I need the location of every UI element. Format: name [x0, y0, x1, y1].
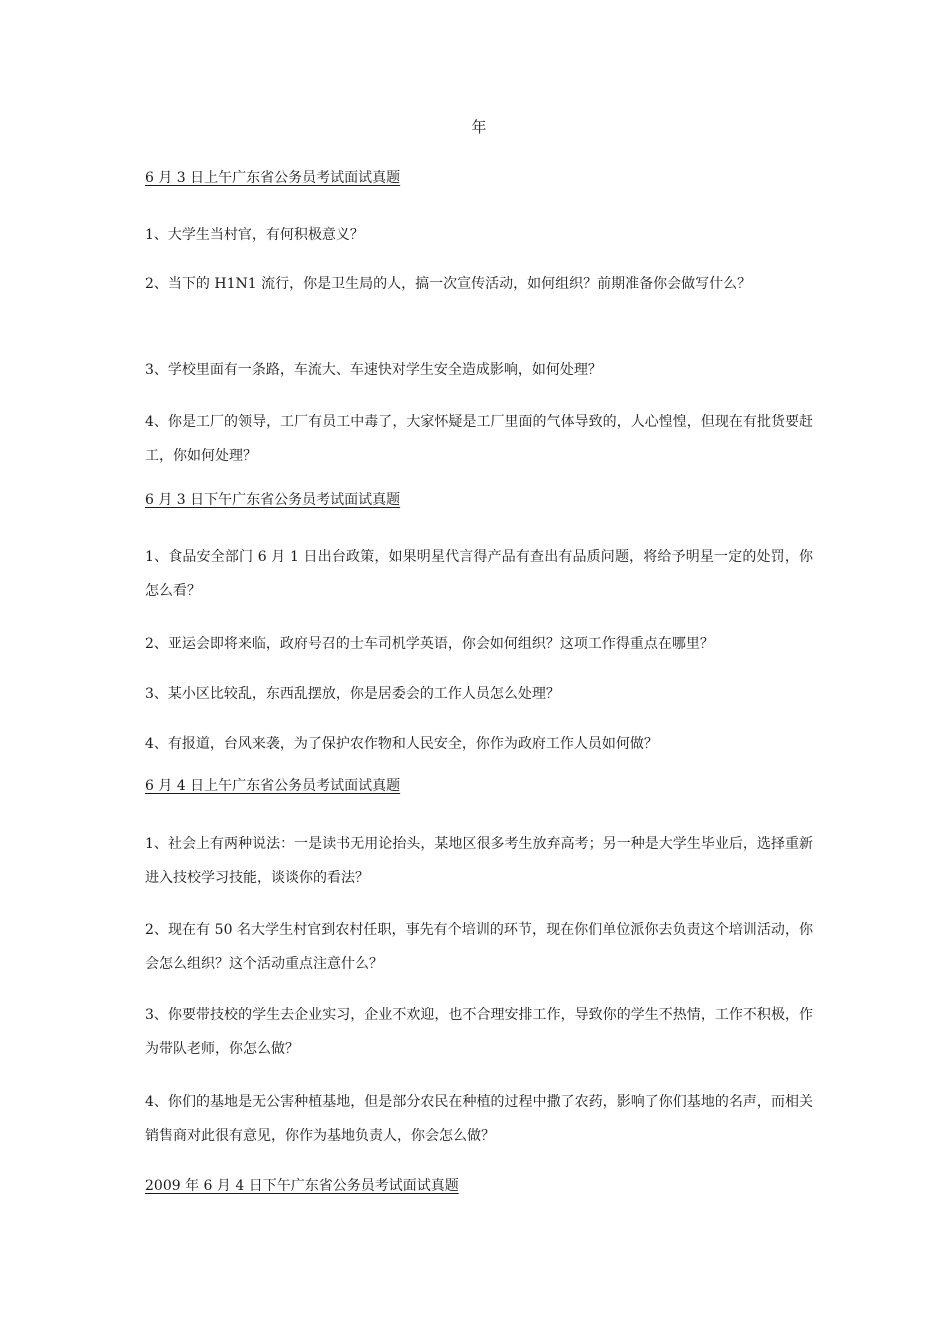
- section-heading-3: 6 月 4 日上午广东省公务员考试面试真题: [145, 778, 401, 794]
- question-2-3: 3、某小区比较乱，东西乱摆放，你是居委会的工作人员怎么处理？: [145, 686, 560, 702]
- question-3-2: 2、现在有 50 名大学生村官到农村任职，事先有个培训的环节，现在你们单位派你去负责这个培训活动，你会怎么组织？这个活动重点注意什么？: [145, 922, 813, 972]
- question-2-1: 1、食品安全部门 6 月 1 日出台政策，如果明星代言得产品有查出有品质问题，将给予明星一定的处罚，你怎么看？: [145, 549, 813, 599]
- question-1-4: 4、你是工厂的领导，工厂有员工中毒了，大家怀疑是工厂里面的气体导致的，人心惶惶，但现在有批货要赶工，你如何处理？: [145, 414, 813, 464]
- question-3-3: 3、你要带技校的学生去企业实习，企业不欢迎，也不合理安排工作，导致你的学生不热情，工作不积极，作为带队老师，你怎么做？: [145, 1007, 813, 1057]
- question-3-1: 1、社会上有两种说法：一是读书无用论抬头，某地区很多考生放弃高考；另一种是大学生毕业后，选择重新进入技校学习技能，谈谈你的看法？: [145, 836, 813, 886]
- question-2-4: 4、有报道，台风来袭，为了保护农作物和人民安全，你作为政府工作人员如何做？: [145, 736, 658, 752]
- question-2-2: 2、亚运会即将来临，政府号召的士车司机学英语，你会如何组织？这项工作得重点在哪里？: [145, 636, 714, 652]
- page-title: 年: [471, 118, 487, 136]
- section-heading-4: 2009 年 6 月 4 日下午广东省公务员考试面试真题: [145, 1178, 459, 1194]
- question-1-3: 3、学校里面有一条路，车流大、车速快对学生安全造成影响，如何处理？: [145, 362, 602, 378]
- section-heading-1: 6 月 3 日上午广东省公务员考试面试真题: [145, 170, 401, 186]
- question-1-2: 2、当下的 H1N1 流行，你是卫生局的人，搞一次宣传活动，如何组织？前期准备你会做写什么？: [145, 276, 752, 292]
- question-1-1: 1、大学生当村官，有何积极意义？: [145, 227, 364, 243]
- question-3-4: 4、你们的基地是无公害种植基地，但是部分农民在种植的过程中撒了农药，影响了你们基地的名声，而相关销售商对此很有意见，你作为基地负责人，你会怎么做？: [145, 1094, 813, 1144]
- section-heading-2: 6 月 3 日下午广东省公务员考试面试真题: [145, 492, 401, 508]
